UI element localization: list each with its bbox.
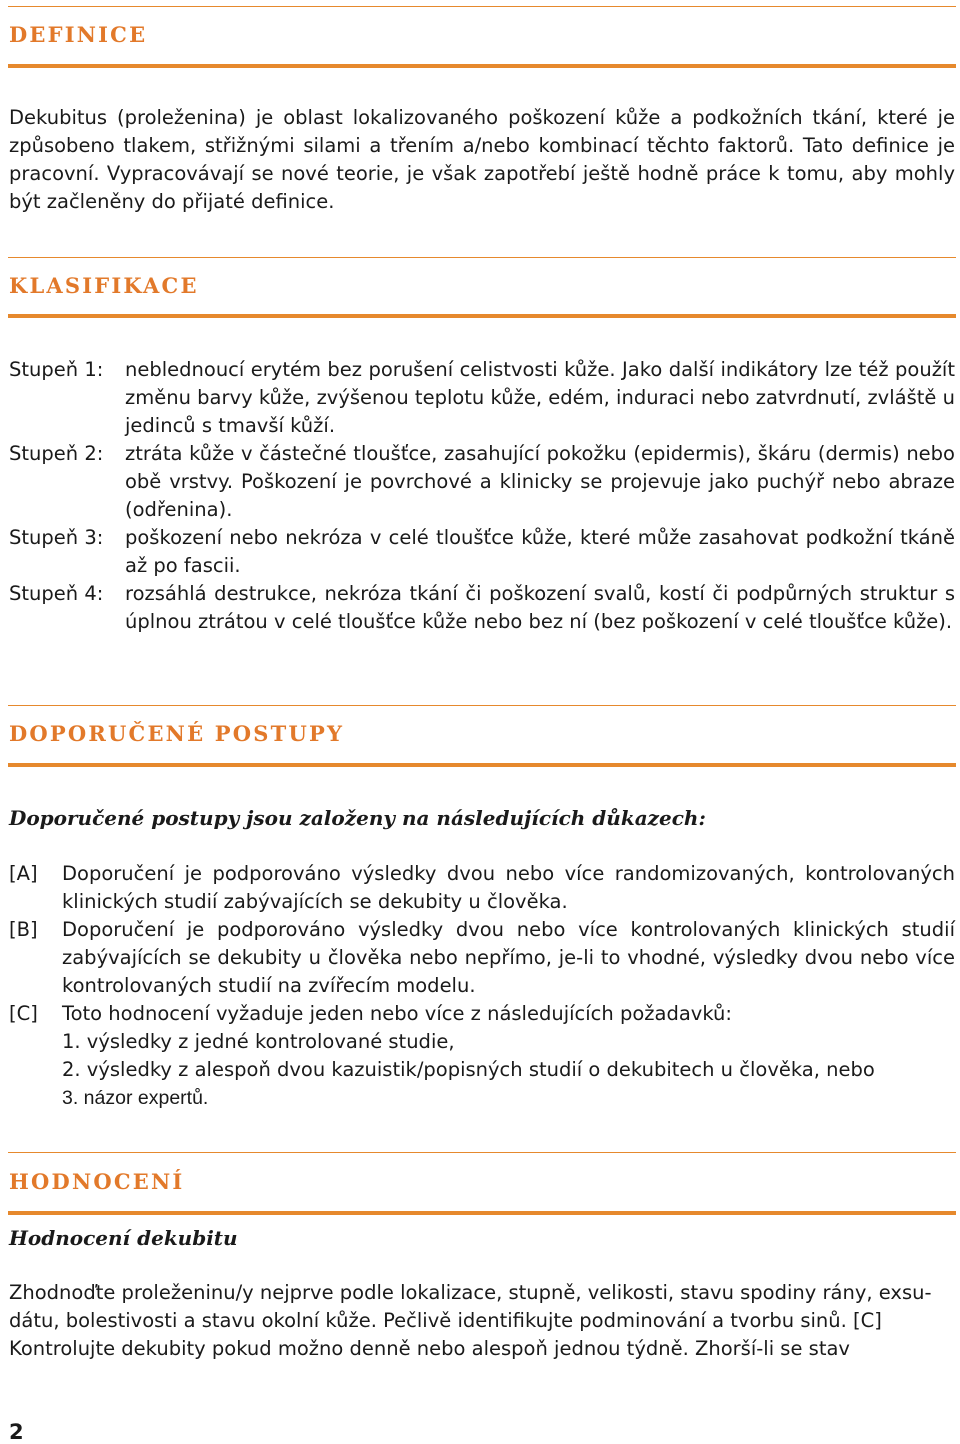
grade-label: Stupeň 1: (9, 358, 104, 381)
section-rule-top (8, 257, 956, 258)
evidence-subtitle: Doporučené postupy jsou založeny na následujících důkazech: (9, 806, 706, 830)
assessment-line: Kontrolujte dekubity pokud možno denně nebo alespoň jednou týdně. Zhorší-li se stav (9, 1337, 850, 1360)
evidence-item (9, 916, 955, 1000)
section-rule-bottom (8, 314, 956, 318)
section-rule-top (8, 6, 956, 7)
section-title-hodnoceni: HODNOCENÍ (9, 1169, 185, 1194)
evidence-list (9, 860, 955, 1112)
grade-text: ztráta kůže v částečné tloušťce, zasahující pokožku (epidermis), škáru (dermis) nebo obě vrstvy. Poškození je povrchové a klinicky se projevuje jako puchýř nebo abraze (odřenina). (125, 442, 955, 521)
section-rule-top (8, 1152, 956, 1153)
requirement-item: 3. názor expertů. (62, 1087, 209, 1109)
grade-label: Stupeň 4: (9, 582, 104, 605)
grade-item (9, 356, 955, 440)
section-rule-bottom (8, 64, 956, 68)
section-rule-bottom (8, 1211, 956, 1215)
grade-text: rozsáhlá destrukce, nekróza tkání či poškození svalů, kostí či podpůrných struktur s úplnou ztrátou v celé tloušťce kůže nebo bez ní (bez poškození v celé tloušťce kůže). (125, 582, 955, 633)
evidence-item (9, 860, 955, 916)
evidence-text: Doporučení je podporováno výsledky dvou nebo více randomizovaných, kontrolovaných klinických studií zabývajících se dekubity u člověka. (62, 862, 955, 913)
grade-label: Stupeň 2: (9, 442, 104, 465)
section-rule-top (8, 705, 956, 706)
evidence-c-block (62, 1000, 955, 1112)
section-title-definice: DEFINICE (9, 22, 148, 47)
section-rule-bottom (8, 763, 956, 767)
section-title-klasifikace: KLASIFIKACE (9, 273, 199, 298)
evidence-label: [A] (9, 862, 38, 885)
evidence-label: [C] (9, 1002, 38, 1025)
grade-item (9, 440, 955, 524)
evidence-text: Toto hodnocení vyžaduje jeden nebo více z následujících požadavků: (62, 1002, 732, 1025)
section-title-doporucene: DOPORUČENÉ POSTUPY (9, 721, 345, 746)
definition-paragraph: Dekubitus (proleženina) je oblast lokalizovaného poškození kůže a podkožních tkání, které je způsobeno tlakem, střižnými silami a třením a/nebo kombinací těchto faktorů. Tato definice je pracovní. Vypracovávají se nové teorie, je však zapotřebí ještě hodně práce k tomu, aby mohly být začleněny do přijaté definice. (9, 106, 955, 213)
grade-item (9, 524, 955, 580)
requirement-item: 2. výsledky z alespoň dvou kazuistik/popisných studií o dekubitech u člověka, nebo (62, 1058, 875, 1081)
grade-item (9, 580, 955, 636)
requirement-item: 1. výsledky z jedné kontrolované studie, (62, 1030, 455, 1053)
assessment-line: Zhodnoďte proleženinu/y nejprve podle lokalizace, stupně, velikosti, stavu spodiny rány, exsu- (9, 1281, 932, 1304)
grade-label: Stupeň 3: (9, 526, 104, 549)
classification-list (9, 356, 955, 636)
requirement-list (62, 1028, 955, 1112)
page-number: 2 (9, 1420, 24, 1444)
assessment-subtitle: Hodnocení dekubitu (9, 1226, 238, 1250)
grade-text: poškození nebo nekróza v celé tloušťce kůže, které může zasahovat podkožní tkáně až po fascii. (125, 526, 955, 577)
assessment-line: dátu, bolestivosti a stavu okolní kůže. Pečlivě identifikujte podminování a tvorbu sinů. [C] (9, 1309, 882, 1332)
evidence-item (9, 1000, 955, 1112)
grade-text: neblednoucí erytém bez porušení celistvosti kůže. Jako další indikátory lze též použít změnu barvy kůže, zvýšenou teplotu kůže, edém, induraci nebo zatvrdnutí, zvláště u jedinců s tmavší kůží. (125, 358, 955, 437)
evidence-text: Doporučení je podporováno výsledky dvou nebo více kontrolovaných klinických studií zabývajících se dekubity u člověka nebo nepřímo, je-li to vhodné, výsledky dvou nebo více kontrolovaných studií na zvířecím modelu. (62, 918, 955, 997)
assessment-paragraph (9, 1279, 955, 1363)
evidence-label: [B] (9, 918, 38, 941)
